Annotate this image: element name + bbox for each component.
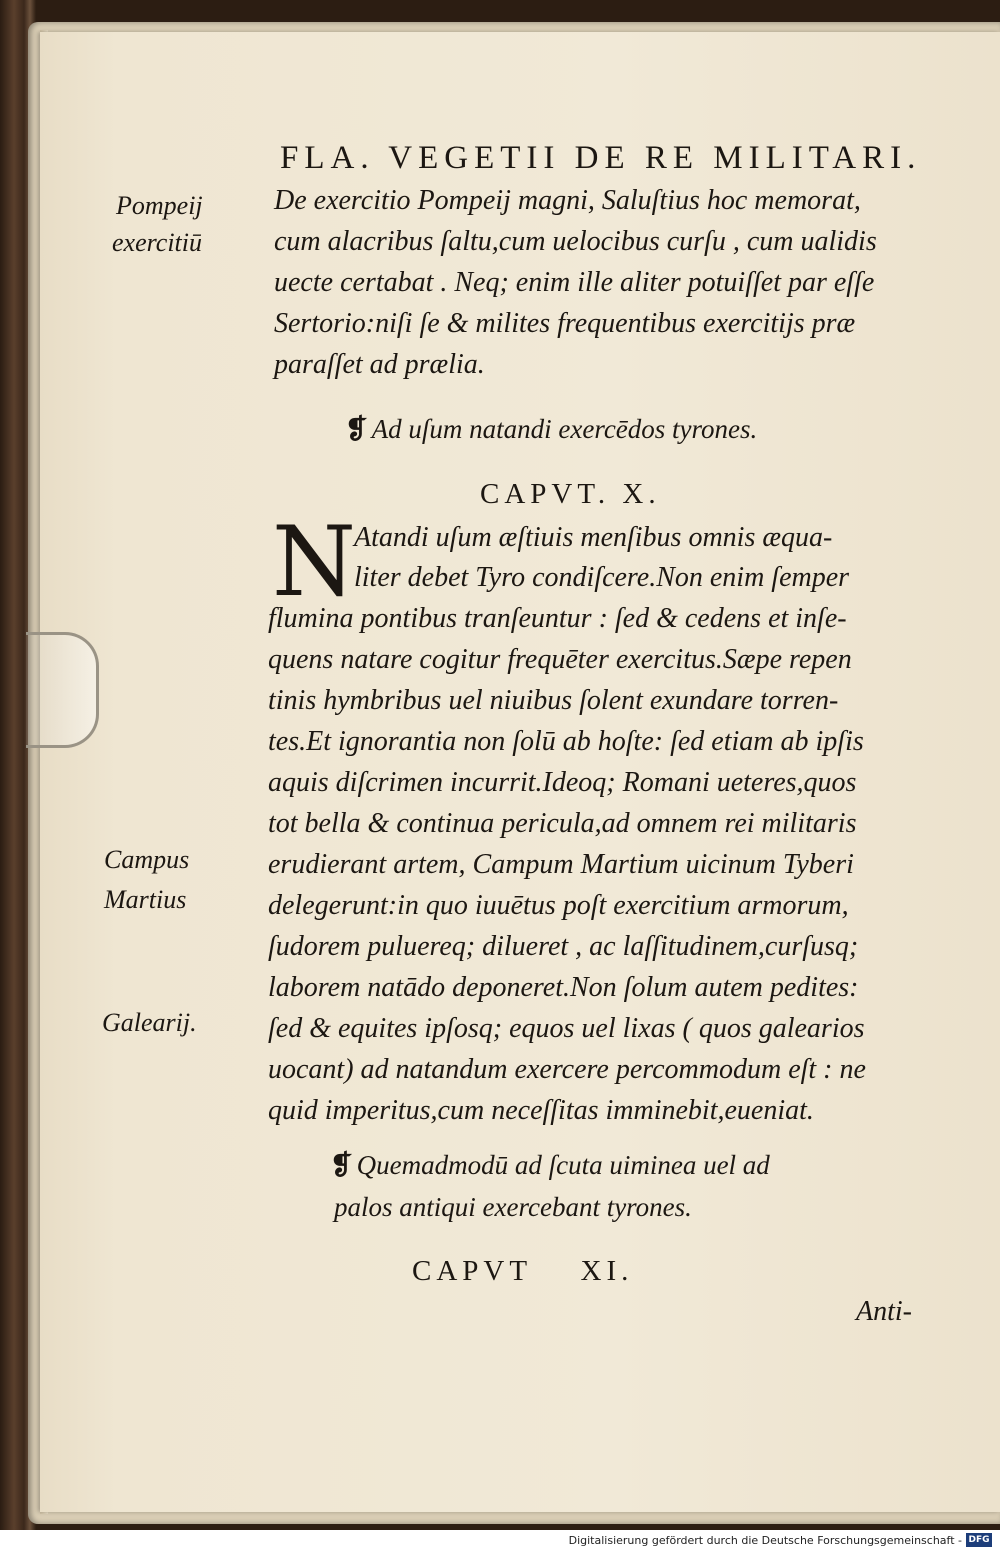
paragraph-line: aquis diſcrimen incurrit.Ideoq; Romani ueteres,quos [268, 767, 857, 798]
catchword: Anti- [856, 1296, 912, 1327]
dfg-logo: DFG [966, 1533, 992, 1547]
paragraph-line: flumina pontibus tranſeuntur : ſed & cedens et inſe- [268, 603, 847, 634]
paragraph-line: Atandi uſum æſtiuis menſibus omnis æqua- [354, 522, 833, 553]
margin-note-galearii: Galearij. [102, 1008, 197, 1037]
paragraph-line: uocant) ad natandum exercere percommodum eſt : ne [268, 1054, 866, 1085]
paragraph-line: paraſſet ad prælia. [274, 349, 485, 380]
caput-x-heading: CAPVT. X. [480, 478, 661, 510]
paragraph-line: tinis hymbribus uel niuibus ſolent exundare torren- [268, 685, 839, 716]
chapter-title-x-text: Ad uſum natandi exercēdos tyrones. [371, 414, 758, 444]
paragraph-line: laborem natādo deponeret.Non ſolum autem pedites: [268, 972, 859, 1003]
chapter-title-xi-line1 [330, 1150, 770, 1181]
running-header: FLA. VEGETII DE RE MILITARI. [280, 140, 922, 176]
paragraph-line: tot bella & continua pericula,ad omnem rei militaris [268, 808, 857, 839]
margin-note-pompeii-line2: exercitiū [112, 228, 202, 257]
book-clip [26, 632, 99, 748]
paragraph-line: delegerunt:in quo iuuētus poſt exercitium armorum, [268, 890, 849, 921]
paragraph-line: liter debet Tyro condiſcere.Non enim ſemper [354, 562, 850, 593]
pilcrow-icon: ❡ [345, 414, 368, 444]
paragraph-line: ſudorem puluereq; dilueret , ac laſſitudinem,curſusq; [268, 931, 859, 962]
paragraph-line: erudierant artem, Campum Martium uicinum Tyberi [268, 849, 854, 880]
decorated-initial: N [272, 506, 356, 618]
chapter-title-xi-text-1: Quemadmodū ad ſcuta uiminea uel ad [356, 1150, 770, 1180]
caput-xi-heading: CAPVT XI. [412, 1255, 634, 1287]
paragraph-line: quens natare cogitur frequēter exercitus.Sæpe repen [268, 644, 852, 675]
paragraph-line: Sertorio:niſi ſe & milites frequentibus exercitijs præ [274, 308, 856, 339]
paragraph-line: uecte certabat . Neq; enim ille aliter potuiſſet par eſſe [274, 267, 875, 298]
digitization-credit: Digitalisierung gefördert durch die Deutsche Forschungsgemeinschaft - [568, 1534, 962, 1547]
paragraph-line: tes.Et ignorantia non ſolū ab hoſte: ſed etiam ab ipſis [268, 726, 864, 757]
chapter-title-x [345, 414, 757, 445]
paragraph-line: ſed & equites ipſosq; equos uel lixas ( quos galearios [268, 1013, 865, 1044]
margin-note-campus-line2: Martius [104, 885, 187, 914]
paragraph-line: quid imperitus,cum neceſſitas imminebit,eueniat. [268, 1095, 814, 1126]
margin-note-campus-line1: Campus [104, 845, 190, 874]
margin-note-pompeii-line1: Pompeij [116, 191, 203, 220]
paragraph-line: cum alacribus ſaltu,cum uelocibus curſu , cum ualidis [274, 226, 877, 257]
pilcrow-icon: ❡ [330, 1150, 353, 1180]
chapter-title-xi-line2: palos antiqui exercebant tyrones. [334, 1192, 692, 1222]
paragraph-line: De exercitio Pompeij magni, Saluſtius hoc memorat, [274, 185, 861, 216]
